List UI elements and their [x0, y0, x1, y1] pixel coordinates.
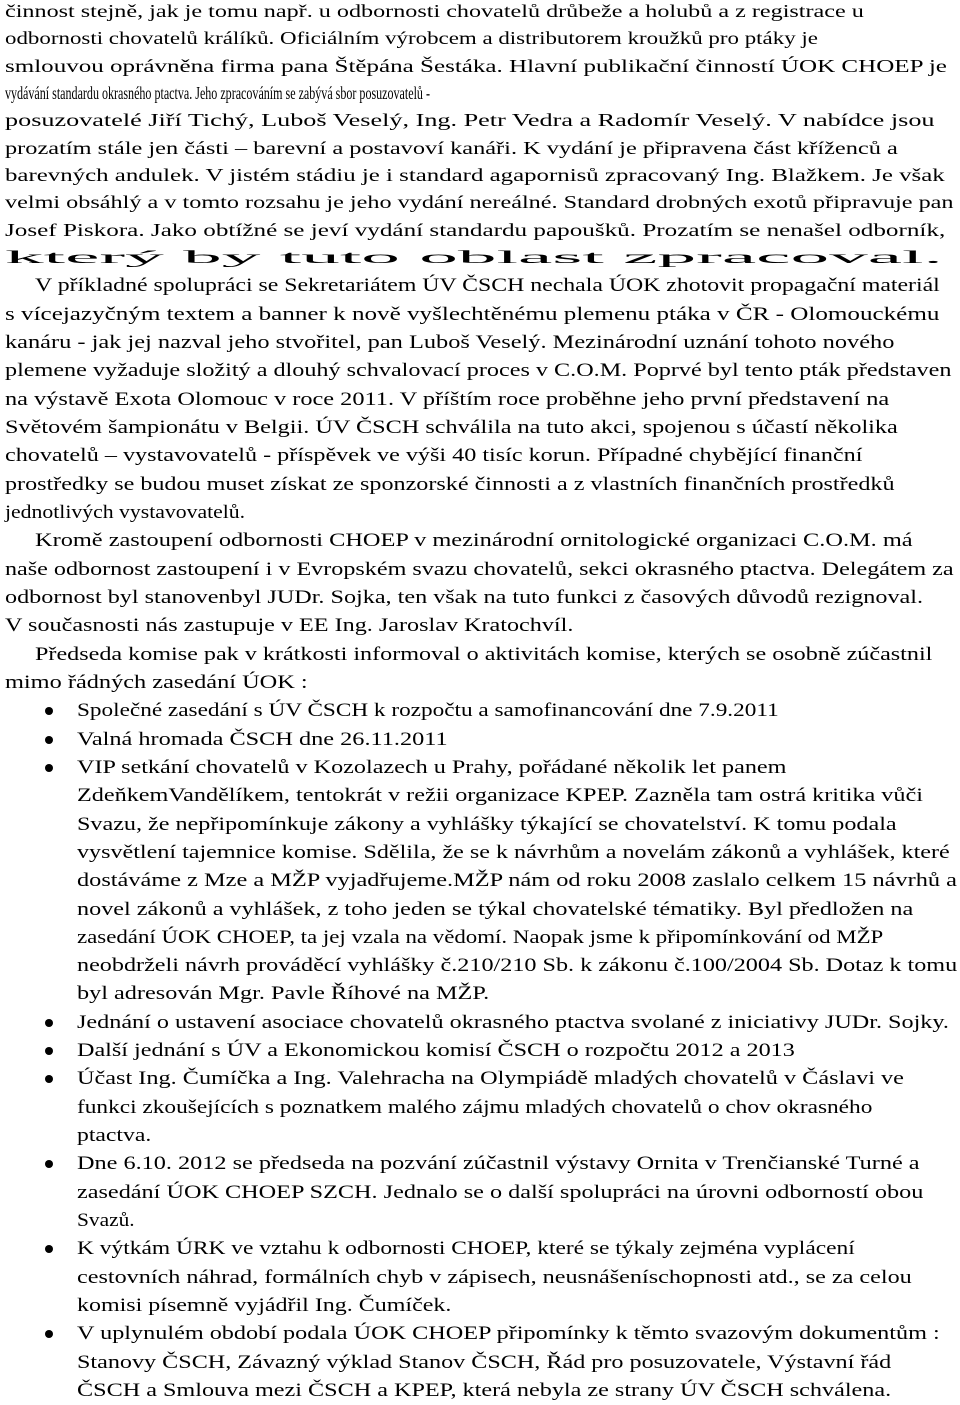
text-line: ZdeňkemVandělíkem, tentokrát v režii organizace KPEP. Zazněla tam ostrá kritika vůči [77, 785, 923, 806]
text-line: prozatím stále jen části – barevní a postavoví kanáři. K vydání je připravena část kříženců a [5, 138, 898, 158]
text-line: zasedání ÚOK CHOEP SZCH. Jednalo se o další spolupráci na úrovni odborností obou [77, 1182, 924, 1203]
bullet-icon [45, 1019, 53, 1027]
text-line: mimo řádných zasedání ÚOK : [5, 672, 308, 693]
text-line: Účast Ing. Čumíčka a Ing. Valehracha na Olympiádě mladých chovatelů v Čáslavi ve [77, 1068, 904, 1089]
text-line: ČSCH a Smlouva mezi ČSCH a KPEP, která nebyla ze strany ÚV ČSCH schválena. [77, 1380, 892, 1401]
text-line: barevných andulek. V jistém stádiu je i standard agapornisů zpracovaný Ing. Blažkem. Je však [5, 165, 945, 185]
text-line: dostáváme z Mze a MŽP vyjadřujeme.MŽP nám od roku 2008 zaslalo celkem 15 návrhů a [77, 870, 957, 891]
text-line: funkci zkoušejících s poznatkem malého zájmu mladých chovatelů o chov okrasného [77, 1097, 873, 1118]
text-line: jednotlivých vystavovatelů. [5, 502, 246, 523]
text-line: Společné zasedání s ÚV ČSCH k rozpočtu a samofinancování dne 7.9.2011 [77, 700, 779, 721]
text-line: V současnosti nás zastupuje v EE Ing. Jaroslav Kratochvíl. [5, 615, 574, 636]
text-line: ptactva. [77, 1125, 152, 1146]
text-line: cestovních náhrad, formálních chyb v zápisech, neusnášeníschopnosti atd., se za celou [77, 1267, 912, 1288]
text-line: Josef Piskora. Jako obtížné se jeví vydání standardu papoušků. Prozatím se nenašel odborník, [5, 220, 946, 240]
text-line: prostředky se budou muset získat ze sponzorské činnosti a z vlastních finančních prostředků [5, 474, 895, 495]
text-line: novel zákonů a vyhlášek, z toho jeden se týkal chovatelské tématiky. Byl předložen na [77, 899, 914, 920]
text-line: Další jednání s ÚV a Ekonomickou komisí ČSCH o rozpočtu 2012 a 2013 [77, 1040, 795, 1061]
text-line: komisi písemně vyjádřil Ing. Čumíček. [77, 1295, 452, 1316]
text-line: odbornost byl stanovenbyl JUDr. Sojka, ten však na tuto funkci z časových důvodů rezignoval. [5, 587, 924, 608]
bullet-icon [45, 764, 53, 772]
bullet-icon [45, 1245, 53, 1253]
bullet-icon [45, 736, 53, 744]
text-line: Svazů. [77, 1210, 135, 1231]
bullet-icon [45, 707, 53, 715]
text-line: Světovém šampionátu v Belgii. ÚV ČSCH schválila na tuto akci, spojenou s účastí několika [5, 417, 898, 438]
text-line: odbornosti chovatelů králíků. Oficiálním výrobcem a distributorem kroužků pro ptáky je [5, 28, 818, 48]
text-line: kanáru - jak jej nazval jeho stvořitel, pan Luboš Veselý. Mezinárodní uznání tohoto nového [5, 332, 895, 353]
text-line: plemene vyžaduje složitý a dlouhý schvalovací proces v C.O.M. Poprvé byl tento pták představen [5, 360, 952, 381]
text-line: na výstavě Exota Olomouc v roce 2011. V příštím roce proběhne jeho první představení na [5, 389, 890, 410]
text-line: Stanovy ČSCH, Závazný výklad Stanov ČSCH, Řád pro posuzovatele, Výstavní řád [77, 1352, 892, 1373]
text-line: Kromě zastoupení odbornosti CHOEP v mezinárodní ornitologické organizaci C.O.M. má [35, 530, 913, 551]
text-line: K výtkám ÚRK ve vztahu k odbornosti CHOEP, které se týkaly zejména vyplácení [77, 1238, 855, 1259]
text-line: chovatelů – vystavovatelů - příspěvek ve výši 40 tisíc korun. Případné chybějící finanční [5, 445, 863, 466]
text-line: velmi obsáhlý a v tomto rozsahu je jeho vydání nereálné. Standard drobných exotů připravuje pan [5, 192, 954, 212]
text-line: VIP setkání chovatelů v Kozolazech u Prahy, pořádané několik let panem [77, 757, 787, 778]
text-line: V příkladné spolupráci se Sekretariátem ÚV ČSCH nechala ÚOK zhotovit propagační materiál [35, 275, 940, 296]
text-line: činnost stejně, jak je tomu např. u odbornosti chovatelů drůbeže a holubů a z registrace u [5, 1, 864, 21]
text-line: V uplynulém období podala ÚOK CHOEP připomínky k těmto svazovým dokumentům : [77, 1323, 940, 1344]
text-line: s vícejazyčným textem a banner k nově vyšlechtěnému plemenu ptáka v ČR - Olomouckému [5, 304, 940, 325]
text-line: byl adresován Mgr. Pavle Říhové na MŽP. [77, 983, 490, 1004]
text-line: vydávání standardu okrasného ptactva. Jeho zpracováním se zabývá sbor posuzovatelů - [5, 83, 430, 103]
text-line: neobdrželi návrh prováděcí vyhlášky č.210/210 Sb. k zákonu č.100/2004 Sb. Dotaz k tomu [77, 955, 958, 976]
bullet-icon [45, 1047, 53, 1055]
bullet-icon [45, 1330, 53, 1338]
text-line: Svazu, že nepřipomínkuje zákony a vyhlášky týkající se chovatelství. K tomu podala [77, 814, 897, 835]
text-line: zasedání ÚOK CHOEP, ta jej vzala na vědomí. Naopak jsme k připomínkování od MŽP [77, 927, 884, 948]
text-line: smlouvou oprávněna firma pana Štěpána Šestáka. Hlavní publikační činností ÚOK CHOEP je [5, 56, 947, 76]
text-line: který by tuto oblast zpracoval. [5, 247, 943, 267]
text-line: vysvětlení tajemnice komise. Sdělila, že se k návrhům a novelám zákonů a vyhlášek, které [77, 842, 950, 863]
text-line: Předseda komise pak v krátkosti informoval o aktivitách komise, kterých se osobně zúčastnil [35, 644, 933, 665]
text-line: Jednání o ustavení asociace chovatelů okrasného ptactva svolané z iniciativy JUDr. Sojky. [77, 1012, 949, 1033]
bullet-icon [45, 1160, 53, 1168]
text-line: Dne 6.10. 2012 se předseda na pozvání zúčastnil výstavy Ornita v Trenčianské Turné a [77, 1153, 920, 1174]
text-line: naše odbornost zastoupení i v Evropském svazu chovatelů, sekci okrasného ptactva. Delegátem za [5, 559, 954, 580]
text-line: Valná hromada ČSCH dne 26.11.2011 [77, 729, 448, 750]
text-line: posuzovatelé Jiří Tichý, Luboš Veselý, Ing. Petr Vedra a Radomír Veselý. V nabídce jsou [5, 110, 935, 130]
bullet-icon [45, 1075, 53, 1083]
